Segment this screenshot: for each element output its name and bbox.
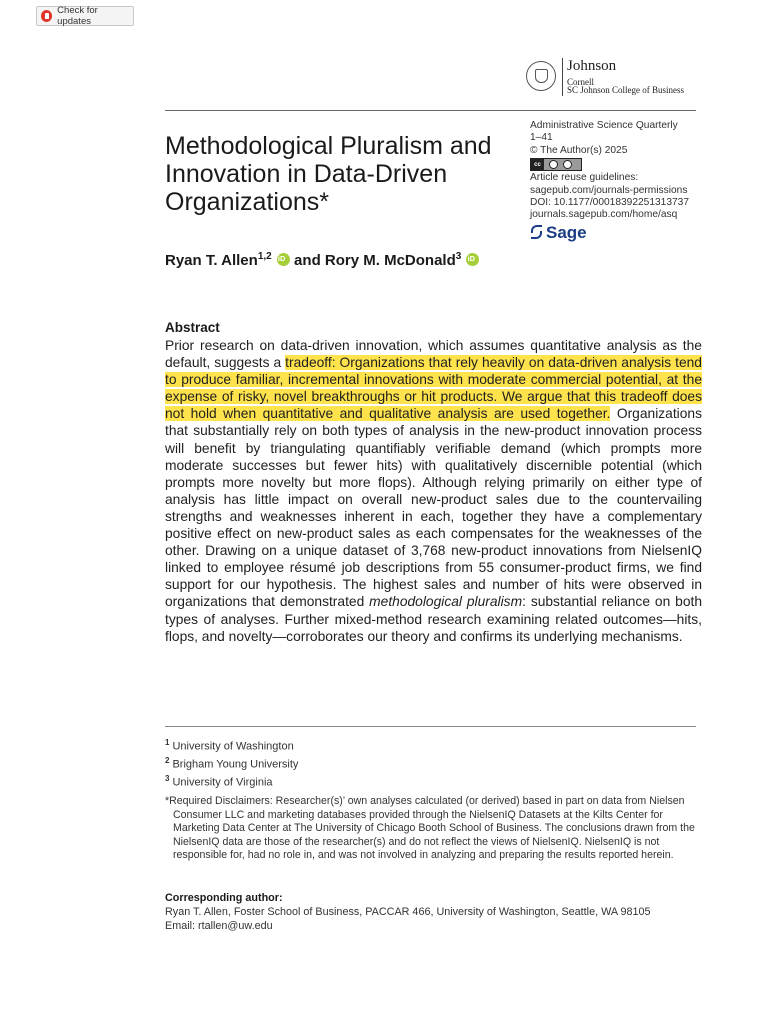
check-for-updates-button[interactable] xyxy=(36,6,134,26)
header-rule xyxy=(165,110,696,111)
cc-license-label: cc xyxy=(531,159,544,170)
abstract-text-middle: Organizations that substantially rely on both types of analysis in the new-product innovation process will benefit by triangulating quantifiably verifiable demand (which prompts more moderate successes but fewer hits) with qualitatively discernible potential (which prompts more novelty but more flops). Although relying primarily on either type of analysis has little impact on overall new-product sales due to the countervailing strengths and weaknesses inherent in each, together they have a complementary positive effect on new-product sales as each compensates for the weaknesses of the other. Drawing on a unique dataset of 3,768 new-product innovations from NielsenIQ linked to employee résumé job descriptions from 55 consumer-product firms, we find support for our hypothesis. The highest sales and number of hits were observed in organizations that demonstrated xyxy=(165,406,702,610)
johnson-logo xyxy=(526,58,706,98)
abstract-heading: Abstract xyxy=(165,320,220,335)
reuse-guidelines-link[interactable]: sagepub.com/journals-permissions xyxy=(530,184,688,196)
affiliation-name: University of Virginia xyxy=(172,776,273,789)
affiliations-list xyxy=(165,736,298,790)
abstract-text-start: Prior research on data-driven innovation, which assumes quantitative analysis as the default, suggests a xyxy=(165,338,702,371)
author-name-allen[interactable]: Ryan T. Allen xyxy=(165,252,258,269)
sage-logo xyxy=(530,222,730,242)
corresponding-author-email[interactable]: Email: rtallen@uw.edu xyxy=(165,919,273,932)
check-for-updates-label: Check for updates xyxy=(57,5,98,27)
logo-line-cornell: Cornell xyxy=(567,77,594,87)
affiliation-name: University of Washington xyxy=(172,740,294,753)
author-name-mcdonald[interactable]: Rory M. McDonald xyxy=(324,252,456,269)
abstract-body xyxy=(165,337,702,645)
affiliation-item xyxy=(165,772,298,790)
footnote-rule xyxy=(165,726,696,727)
journal-copyright: © The Author(s) 2025 xyxy=(530,144,628,156)
affiliation-number: 1 xyxy=(165,738,170,747)
abstract-highlight[interactable]: tradeoff: Organizations that rely heavily on data-driven analysis tend to produce familiar, incremental innovations with moderate commercial potential, at the expense of risky, novel breakthroughs or hit products. We argue that this tradeoff does not hold when quantitative and qualitative analysis are used together. xyxy=(165,355,702,422)
affiliation-name: Brigham Young University xyxy=(172,758,299,771)
journal-pages: 1–41 xyxy=(530,132,553,144)
affiliation-item xyxy=(165,754,298,772)
orcid-icon[interactable] xyxy=(466,253,479,266)
doi-link[interactable]: DOI: 10.1177/00018392251313737 xyxy=(530,197,689,209)
affiliation-number: 2 xyxy=(165,756,170,766)
author-connector: and xyxy=(289,252,325,269)
author-affiliation-allen: 1,2 xyxy=(257,251,272,262)
sage-wordmark: Sage xyxy=(546,222,587,242)
logo-line-johnson: Johnson xyxy=(567,58,617,74)
abstract-emphasis: methodological pluralism xyxy=(369,594,523,610)
affiliation-number: 3 xyxy=(165,774,170,784)
corresponding-author-heading: Corresponding author: xyxy=(165,892,283,904)
journal-meta xyxy=(530,120,730,241)
article-title: Methodological Pluralism and Innovation in Data-Driven Organizations* xyxy=(165,132,492,216)
author-line xyxy=(165,251,479,269)
affiliation-item xyxy=(165,736,298,754)
cc-by-icon xyxy=(549,160,558,169)
logo-divider xyxy=(562,58,563,96)
cc-license-icon[interactable] xyxy=(530,158,582,171)
corresponding-author xyxy=(165,892,702,933)
author-affiliation-mcdonald: 3 xyxy=(455,251,462,262)
bookmark-icon xyxy=(41,10,52,22)
logo-line-college: SC Johnson College of Business xyxy=(567,85,685,95)
abstract-text-end: : substantial reliance on both types of analyses. Further mixed-method research examining related outcomes—hits, flops, and novelty—corroborates our theory and confirms its underlying mechanisms. xyxy=(165,594,702,644)
sage-s-icon xyxy=(530,225,542,241)
reuse-guidelines-label: Article reuse guidelines: xyxy=(530,172,639,184)
cc-nc-icon xyxy=(563,160,572,169)
journal-home-link[interactable]: journals.sagepub.com/home/asq xyxy=(530,209,678,221)
disclaimer-note: *Required Disclaimers: Researcher(s)’ own analyses calculated (or derived) based in part on data from Nielsen Consumer LLC and marketing databases provided through the NielsenIQ Datasets at the Kilts Center for Marketing Data Center at The University of Chicago Booth School of Business. The conclusions drawn from the NielsenIQ data are those of the researcher(s) and do not reflect the views of NielsenIQ. NielsenIQ is not responsible for, had no role in, and was not involved in analyzing and preparing the results reported herein. xyxy=(165,795,695,862)
orcid-icon[interactable] xyxy=(277,253,290,266)
cornell-seal-icon xyxy=(526,61,556,91)
corresponding-author-address: Ryan T. Allen, Foster School of Business, PACCAR 466, University of Washington, Seattle, WA 98105 xyxy=(165,905,651,918)
journal-name: Administrative Science Quarterly xyxy=(530,120,678,131)
